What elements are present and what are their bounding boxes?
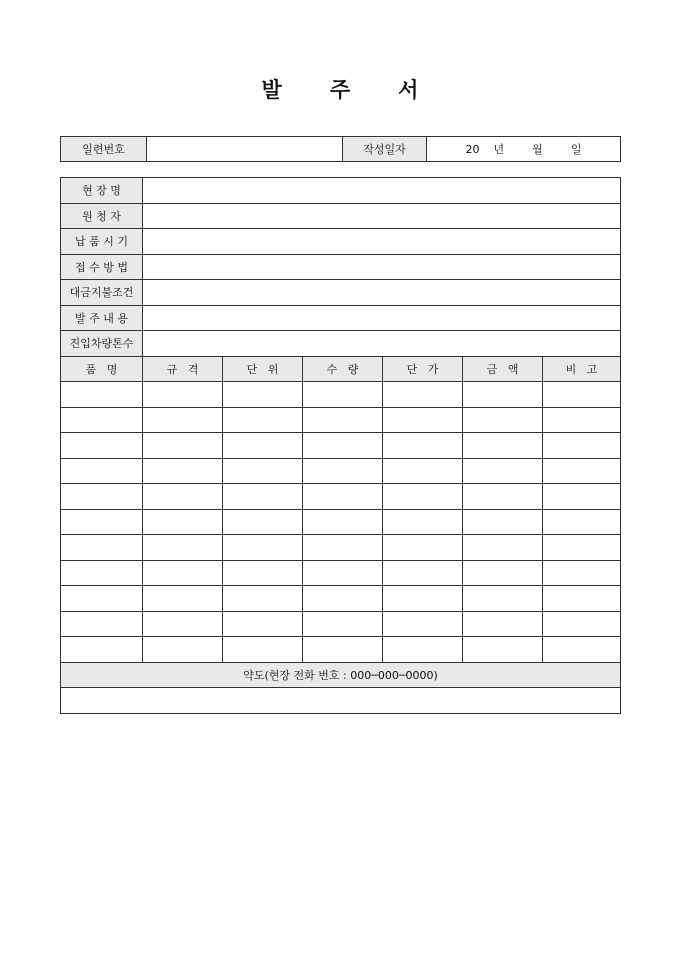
item-cell[interactable] <box>543 407 621 433</box>
item-cell[interactable] <box>303 382 383 408</box>
document-title <box>0 74 680 110</box>
item-cell[interactable] <box>383 458 463 484</box>
info-label: 납 품 시 기 <box>61 229 143 255</box>
date-label: 작성일자 <box>343 137 427 162</box>
item-cell[interactable] <box>463 407 543 433</box>
item-column-header: 규 격 <box>143 356 223 382</box>
day-unit: 일 <box>570 143 582 156</box>
item-cell[interactable] <box>463 560 543 586</box>
item-row <box>61 611 621 637</box>
item-cell[interactable] <box>223 611 303 637</box>
item-cell[interactable] <box>61 382 143 408</box>
month-unit: 월 <box>532 143 543 156</box>
info-row <box>61 331 621 357</box>
item-cell[interactable] <box>383 535 463 561</box>
order-table <box>60 177 621 714</box>
item-cell[interactable] <box>463 586 543 612</box>
info-value-field[interactable] <box>143 203 621 229</box>
item-cell[interactable] <box>543 382 621 408</box>
item-cell[interactable] <box>463 382 543 408</box>
item-cell[interactable] <box>143 637 223 663</box>
item-column-header: 비 고 <box>543 356 621 382</box>
title-char: 주 <box>329 77 351 102</box>
item-cell[interactable] <box>61 611 143 637</box>
item-row <box>61 535 621 561</box>
item-cell[interactable] <box>543 509 621 535</box>
item-cell[interactable] <box>383 611 463 637</box>
title-char: 서 <box>398 77 419 102</box>
item-cell[interactable] <box>223 637 303 663</box>
item-cell[interactable] <box>463 611 543 637</box>
item-cell[interactable] <box>143 484 223 510</box>
item-cell[interactable] <box>223 509 303 535</box>
item-cell[interactable] <box>303 611 383 637</box>
item-cell[interactable] <box>383 382 463 408</box>
info-value-field[interactable] <box>143 178 621 204</box>
item-header-row <box>61 356 621 382</box>
item-row <box>61 433 621 459</box>
serial-number-field[interactable] <box>147 137 343 162</box>
item-row <box>61 484 621 510</box>
item-cell[interactable] <box>463 637 543 663</box>
item-cell[interactable] <box>223 560 303 586</box>
sketch-label: 약도(현장 전화 번호 : 000─000─0000) <box>61 662 621 688</box>
item-cell[interactable] <box>463 433 543 459</box>
item-cell[interactable] <box>543 637 621 663</box>
info-label: 발 주 내 용 <box>61 305 143 331</box>
item-cell[interactable] <box>143 433 223 459</box>
item-cell[interactable] <box>223 484 303 510</box>
item-cell[interactable] <box>543 586 621 612</box>
item-cell[interactable] <box>303 637 383 663</box>
info-row <box>61 178 621 204</box>
item-cell[interactable] <box>223 407 303 433</box>
sketch-area[interactable] <box>61 688 621 714</box>
item-cell[interactable] <box>143 458 223 484</box>
info-label: 진입차량톤수 <box>61 331 143 357</box>
item-cell[interactable] <box>61 433 143 459</box>
item-cell[interactable] <box>61 560 143 586</box>
item-cell[interactable] <box>143 586 223 612</box>
item-cell[interactable] <box>543 458 621 484</box>
item-cell[interactable] <box>303 458 383 484</box>
item-cell[interactable] <box>223 535 303 561</box>
info-row <box>61 254 621 280</box>
title-char: 발 <box>261 77 282 102</box>
item-cell[interactable] <box>303 407 383 433</box>
item-cell[interactable] <box>223 458 303 484</box>
info-row <box>61 203 621 229</box>
info-value-field[interactable] <box>143 229 621 255</box>
item-column-header: 금 액 <box>463 356 543 382</box>
item-row <box>61 407 621 433</box>
item-column-header: 단 가 <box>383 356 463 382</box>
year-prefix: 20 <box>465 143 480 156</box>
info-label: 접 수 방 법 <box>61 254 143 280</box>
item-cell[interactable] <box>61 509 143 535</box>
item-cell[interactable] <box>383 560 463 586</box>
item-row <box>61 560 621 586</box>
date-field[interactable] <box>427 137 621 162</box>
sketch-header-row <box>61 662 621 688</box>
item-cell[interactable] <box>223 433 303 459</box>
info-label: 원 청 자 <box>61 203 143 229</box>
item-cell[interactable] <box>383 407 463 433</box>
item-cell[interactable] <box>543 535 621 561</box>
item-cell[interactable] <box>303 484 383 510</box>
item-cell[interactable] <box>223 586 303 612</box>
item-cell[interactable] <box>61 637 143 663</box>
serial-row <box>61 137 621 162</box>
item-cell[interactable] <box>383 433 463 459</box>
item-cell[interactable] <box>543 560 621 586</box>
item-cell[interactable] <box>463 484 543 510</box>
item-cell[interactable] <box>463 458 543 484</box>
item-column-header: 단 위 <box>223 356 303 382</box>
info-row <box>61 305 621 331</box>
item-cell[interactable] <box>143 509 223 535</box>
info-value-field[interactable] <box>143 280 621 306</box>
item-cell[interactable] <box>543 433 621 459</box>
item-cell[interactable] <box>543 484 621 510</box>
info-label: 대금지불조건 <box>61 280 143 306</box>
item-cell[interactable] <box>303 535 383 561</box>
item-cell[interactable] <box>383 586 463 612</box>
item-cell[interactable] <box>383 484 463 510</box>
item-cell[interactable] <box>143 560 223 586</box>
info-label: 현 장 명 <box>61 178 143 204</box>
item-cell[interactable] <box>61 458 143 484</box>
sketch-area-row <box>61 688 621 714</box>
item-cell[interactable] <box>143 535 223 561</box>
info-row <box>61 229 621 255</box>
info-value-field[interactable] <box>143 305 621 331</box>
item-cell[interactable] <box>303 586 383 612</box>
serial-number-label: 일련번호 <box>61 137 147 162</box>
year-unit: 년 <box>493 143 505 156</box>
item-row <box>61 637 621 663</box>
item-cell[interactable] <box>223 382 303 408</box>
item-cell[interactable] <box>61 586 143 612</box>
item-row <box>61 586 621 612</box>
item-row <box>61 458 621 484</box>
item-cell[interactable] <box>383 637 463 663</box>
item-cell[interactable] <box>303 560 383 586</box>
serial-table <box>60 136 621 162</box>
item-cell[interactable] <box>143 611 223 637</box>
item-cell[interactable] <box>61 484 143 510</box>
item-cell[interactable] <box>463 509 543 535</box>
item-cell[interactable] <box>303 509 383 535</box>
info-row <box>61 280 621 306</box>
item-row <box>61 509 621 535</box>
item-column-header: 수 량 <box>303 356 383 382</box>
item-row <box>61 382 621 408</box>
item-cell[interactable] <box>543 611 621 637</box>
item-cell[interactable] <box>143 407 223 433</box>
info-value-field[interactable] <box>143 331 621 357</box>
item-cell[interactable] <box>61 407 143 433</box>
item-cell[interactable] <box>383 509 463 535</box>
info-value-field[interactable] <box>143 254 621 280</box>
item-cell[interactable] <box>463 535 543 561</box>
item-column-header: 품 명 <box>61 356 143 382</box>
item-cell[interactable] <box>303 433 383 459</box>
item-cell[interactable] <box>143 382 223 408</box>
item-cell[interactable] <box>61 535 143 561</box>
